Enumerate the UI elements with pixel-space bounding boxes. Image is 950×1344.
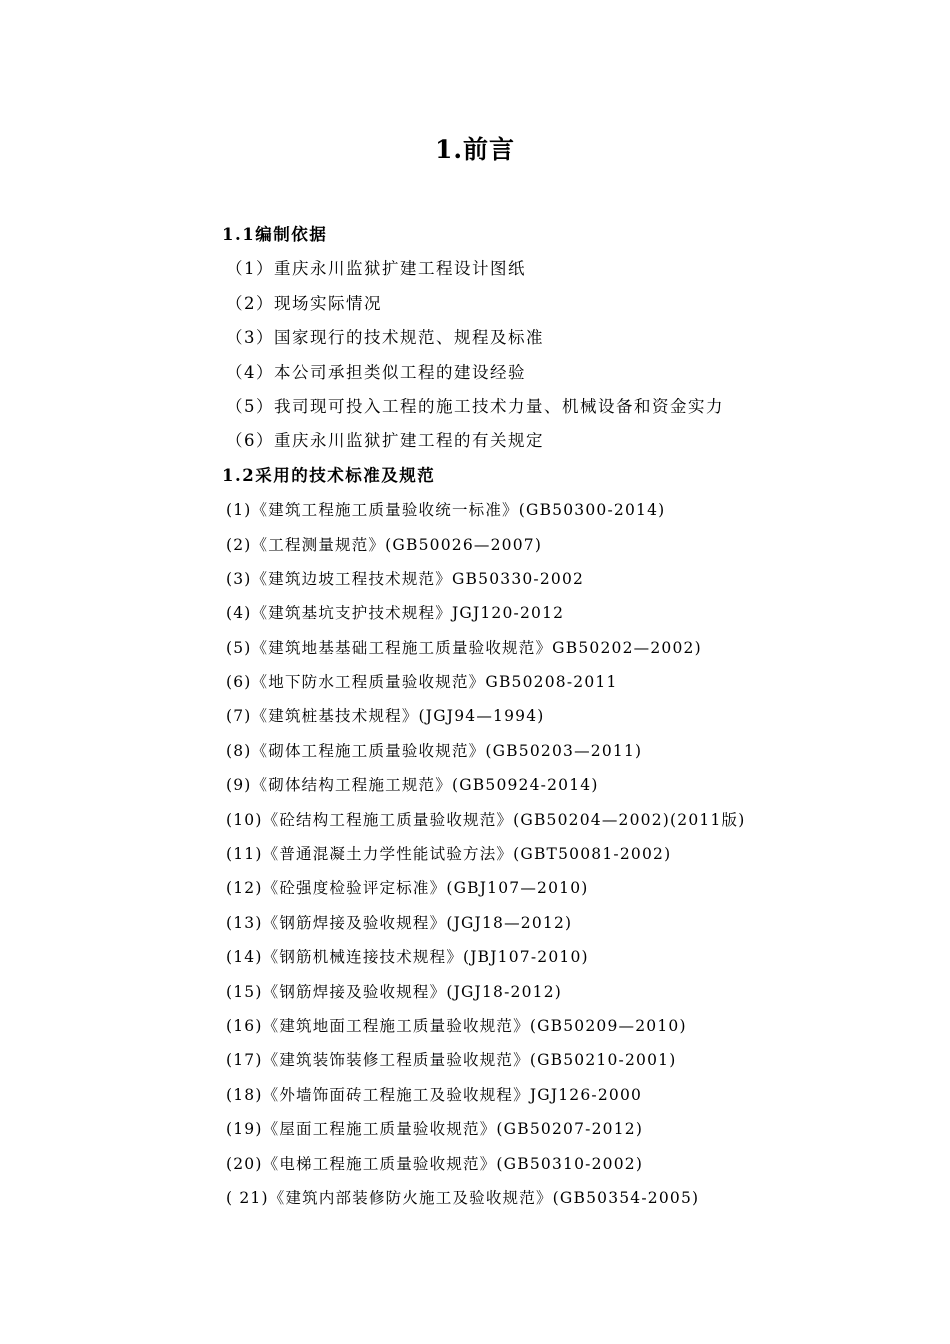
standard-item: (18)《外墙饰面砖工程施工及验收规程》JGJ126-2000 [226,1085,643,1104]
standard-item: (19)《屋面工程施工质量验收规范》(GB50207-2012) [226,1120,644,1139]
standard-item: (6)《地下防水工程质量验收规范》GB50208-2011 [226,673,618,692]
standard-item: (14)《钢筋机械连接技术规程》(JBJ107-2010) [226,948,589,967]
standard-item: (9)《砌体结构工程施工规范》(GB50924-2014) [226,776,599,795]
standard-item: (2)《工程测量规范》(GB50026—2007) [226,535,543,554]
document-body [222,218,902,1215]
basis-item: （3）国家现行的技术规范、规程及标准 [226,328,544,348]
standard-item: (4)《建筑基坑支护技术规程》JGJ120-2012 [226,604,565,623]
basis-item: （2）现场实际情况 [226,293,382,313]
standard-item: (11)《普通混凝土力学性能试验方法》(GBT50081-2002) [226,845,672,864]
section-heading-standards: 1.2采用的技术标准及规范 [222,465,436,485]
basis-item: （5）我司现可投入工程的施工技术力量、机械设备和资金实力 [226,396,724,416]
standard-item: (10)《砼结构工程施工质量验收规范》(GB50204—2002)(2011版) [226,810,746,829]
standard-item: (1)《建筑工程施工质量验收统一标准》(GB50300-2014) [226,501,666,520]
standard-item: (13)《钢筋焊接及验收规程》(JGJ18—2012) [226,913,573,932]
page-title: 1.前言 [434,135,516,164]
basis-item: （1）重庆永川监狱扩建工程设计图纸 [226,259,526,279]
standard-item: (7)《建筑桩基技术规程》(JGJ94—1994) [226,707,545,726]
basis-item: （4）本公司承担类似工程的建设经验 [226,362,526,382]
standard-item: (3)《建筑边坡工程技术规范》GB50330-2002 [226,569,585,588]
standard-item: (5)《建筑地基基础工程施工质量验收规范》GB50202—2002) [226,638,702,657]
standard-item: (8)《砌体工程施工质量验收规范》(GB50203—2011) [226,741,643,760]
section-heading-basis: 1.1编制依据 [222,225,328,244]
standard-item: ( 21)《建筑内部装修防火施工及验收规范》(GB50354-2005) [226,1188,700,1207]
standard-item: (16)《建筑地面工程施工质量验收规范》(GB50209—2010) [226,1016,687,1035]
basis-item: （6）重庆永川监狱扩建工程的有关规定 [226,431,544,451]
standard-item: (15)《钢筋焊接及验收规程》(JGJ18-2012) [226,982,563,1001]
standard-item: (17)《建筑装饰装修工程质量验收规范》(GB50210-2001) [226,1051,677,1070]
standard-item: (12)《砼强度检验评定标准》(GBJ107—2010) [226,879,589,898]
standard-item: (20)《电梯工程施工质量验收规范》(GB50310-2002) [226,1154,644,1173]
